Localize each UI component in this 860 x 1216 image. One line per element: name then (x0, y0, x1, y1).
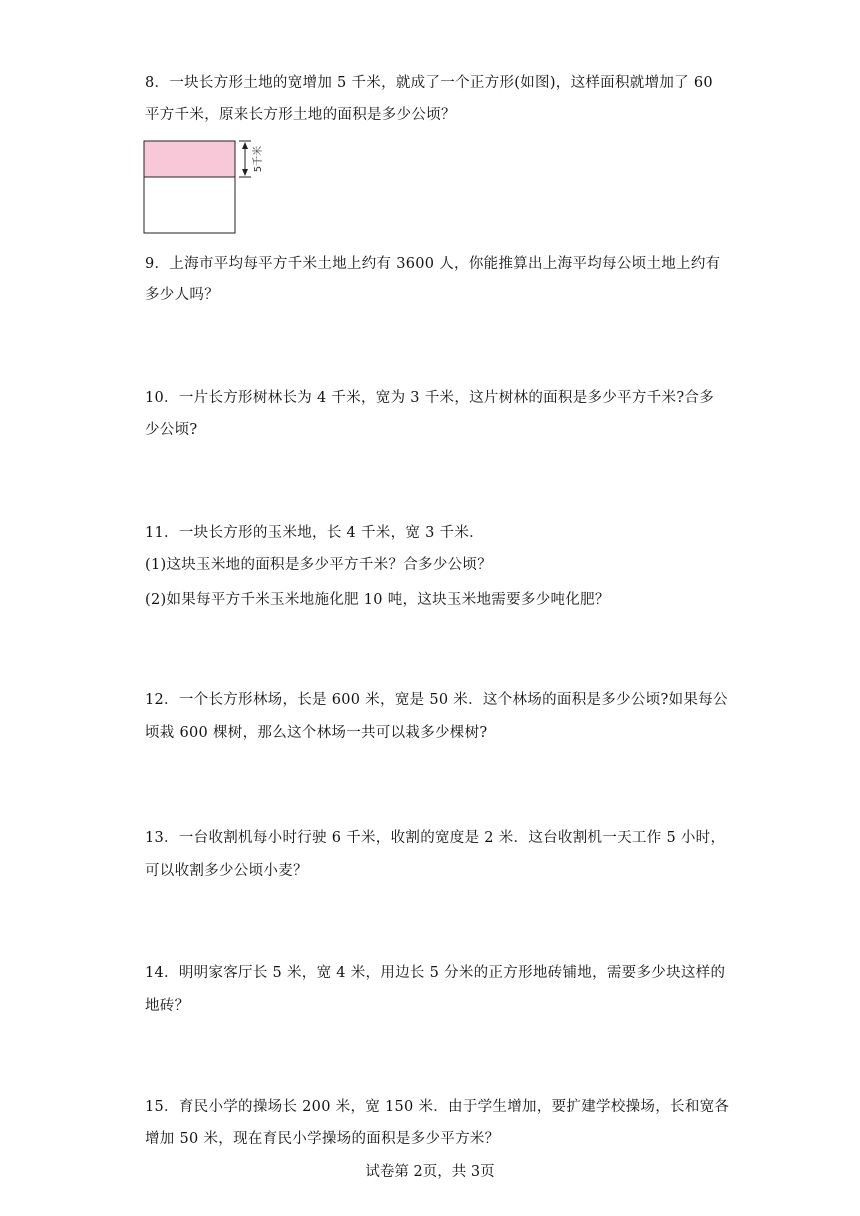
question-12-line-2: 顷栽 600 棵树，那么这个林场一共可以栽多少棵树? (145, 725, 488, 741)
square-land-figure (143, 140, 283, 236)
question-9-line-1: 9．上海市平均每平方千米土地上约有 3600 人，你能推算出上海平均每公顷土地上约有 (145, 256, 721, 272)
question-12-line-1: 12．一个长方形林场，长是 600 米，宽是 50 米．这个林场的面积是多少公顷?如果每公 (145, 692, 728, 708)
question-10-line-1: 10．一片长方形树林长为 4 千米，宽为 3 千米，这片树林的面积是多少平方千米?合多 (145, 390, 715, 406)
question-11-line-2: (1)这块玉米地的面积是多少平方千米？合多少公顷？ (145, 557, 493, 573)
question-9-line-2: 多少人吗？ (145, 287, 219, 303)
question-13-line-2: 可以收割多少公顷小麦？ (145, 863, 308, 879)
added-area-rect (144, 141, 235, 177)
dimension-label: 5千米 (253, 145, 264, 173)
page-footer: 试卷第 2页，共 3页 (365, 1164, 495, 1180)
question-10-line-2: 少公顷? (145, 422, 198, 438)
question-11-line-1: 11．一块长方形的玉米地，长 4 千米，宽 3 千米． (145, 525, 484, 541)
question-14-line-2: 地砖？ (145, 998, 190, 1014)
question-13-line-1: 13．一台收割机每小时行驶 6 千米，收割的宽度是 2 米．这台收割机一天工作 5 小时， (145, 830, 726, 846)
question-14-line-1: 14．明明家客厅长 5 米，宽 4 米，用边长 5 分米的正方形地砖铺地，需要多少块这样的 (145, 965, 726, 981)
arrow-head-up (242, 142, 248, 149)
question-11-line-3: (2)如果每平方千米玉米地施化肥 10 吨，这块玉米地需要多少吨化肥？ (145, 592, 610, 608)
question-15-line-1: 15．育民小学的操场长 200 米，宽 150 米．由于学生增加，要扩建学校操场，长和宽各 (145, 1099, 730, 1115)
question-8-line-1: 8．一块长方形土地的宽增加 5 千米，就成了一个正方形(如图)，这样面积就增加了 60 (145, 75, 713, 91)
question-8-line-2: 平方千米，原来长方形土地的面积是多少公顷？ (145, 107, 456, 123)
arrow-head-down (242, 169, 248, 176)
original-area-rect (144, 177, 235, 233)
question-15-line-2: 增加 50 米，现在育民小学操场的面积是多少平方米？ (145, 1131, 500, 1147)
